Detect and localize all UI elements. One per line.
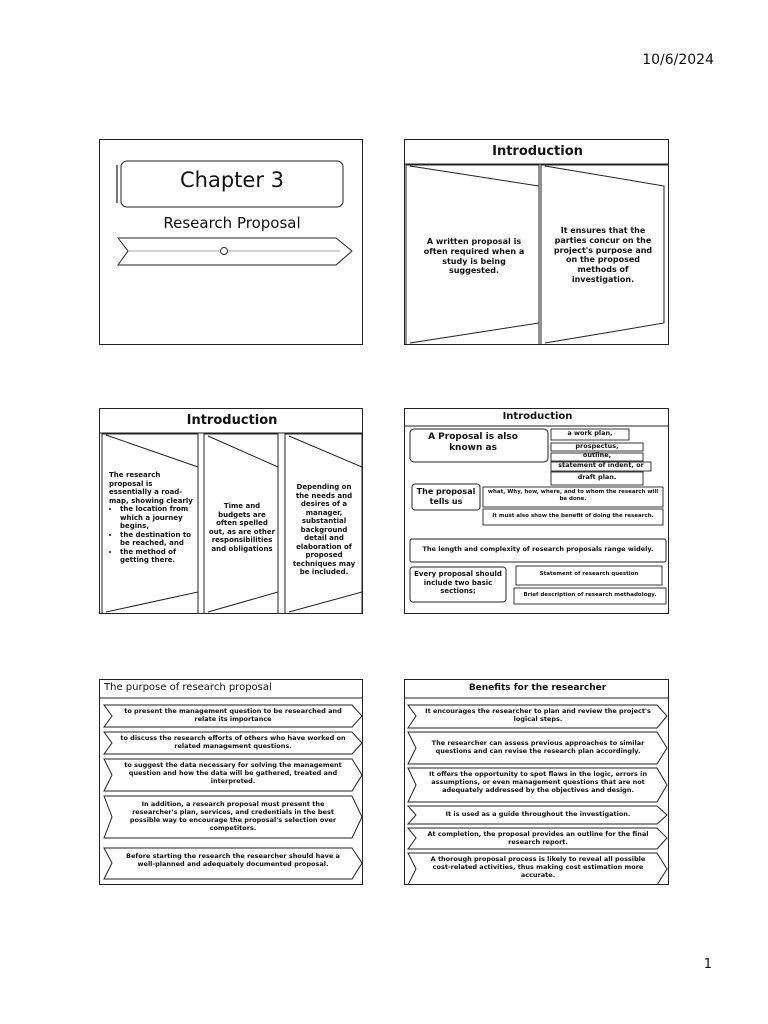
- purpose-item: to present the management question to be researched and relate its importance: [124, 707, 342, 723]
- aka-item: outline,: [582, 451, 612, 459]
- slide3-col1: [109, 471, 197, 565]
- slide-purpose: [99, 679, 363, 885]
- benefit-item: It offers the opportunity to spot flaws in the logic, errors in assumptions, or even management questions that are not adequately addressed by the objectives and design.: [428, 770, 647, 794]
- benefit-item: It encourages the researcher to plan and review the project's logical steps.: [425, 707, 651, 723]
- aka-item: draft plan.: [577, 473, 617, 481]
- aka-item: statement of indent, or: [558, 461, 644, 469]
- slide5-title: The purpose of research proposal: [104, 682, 272, 693]
- slide2-title: Introduction: [492, 144, 583, 159]
- slide3-col3: Depending on the needs and desires of a manager, substantial background detail and elaboration of proposed techniques may be included.: [292, 483, 356, 577]
- slide3-col1-bullets: [109, 505, 197, 565]
- benefit-item: At completion, the proposal provides an outline for the final research report.: [427, 830, 649, 846]
- purpose-item: to suggest the data necessary for solving the management question and how the data will be gathered, treated and interpreted.: [124, 761, 342, 785]
- slide-benefits: [404, 679, 669, 885]
- purpose-item: In addition, a research proposal must present the researcher's plan, services, and credentials in the best possible way to encourage the proposal's selection over competitors.: [129, 800, 337, 832]
- aka-item: a work plan,: [567, 429, 613, 437]
- sections-label: Every proposal should include two basic sections;: [414, 570, 502, 596]
- slide2-box1-text: A written proposal is often required when a study is being suggested.: [423, 237, 525, 276]
- slide3-bullet: • the destination to be reached, and: [120, 531, 197, 548]
- benefit-item: It is used as a guide throughout the investigation.: [445, 810, 631, 818]
- chapter-subtitle: Research Proposal: [163, 214, 301, 232]
- tells-item: It must also show the benefit of doing the research.: [492, 513, 654, 519]
- aka-label: A Proposal is also known as: [428, 432, 518, 453]
- purpose-item: to discuss the research efforts of others who have worked on related management questions.: [120, 734, 346, 750]
- page-number: 1: [703, 957, 712, 972]
- slide6-title: Benefits for the researcher: [468, 683, 607, 693]
- tells-item: what, Why, how, where, and to whom the research will be done.: [487, 489, 659, 502]
- length-note: The length and complexity of research proposals range widely.: [422, 545, 654, 553]
- slide-introduction-3: [404, 408, 669, 614]
- slide-introduction-2: [99, 408, 363, 614]
- page-date: 10/6/2024: [642, 52, 714, 68]
- benefit-item: A thorough proposal process is likely to reveal all possible cost-related activities, thus making cost estimation more accurate.: [430, 855, 646, 879]
- slide3-col1-intro: The research proposal is essentially a road-map, showing clearly: [109, 471, 193, 505]
- slide-introduction-1: [404, 139, 669, 345]
- purpose-item: Before starting the research the researcher should have a well-planned and adequately documented proposal.: [126, 852, 340, 868]
- benefit-item: The researcher can assess previous approaches to similar questions and can revise the research plan accordingly.: [431, 739, 645, 755]
- slide4-title: Introduction: [502, 411, 573, 422]
- tells-label: The proposal tells us: [416, 487, 476, 506]
- sections-item: Brief description of research methadology.: [523, 592, 657, 598]
- slide3-bullet: • the method of getting there.: [120, 548, 197, 565]
- circle-marker-icon: [221, 248, 228, 255]
- slide3-bullet: • the location from which a journey begins,: [120, 505, 197, 531]
- sections-item: Statement of research question: [539, 571, 639, 577]
- slide3-col2: Time and budgets are often spelled out, as are other responsibilities and obligations: [208, 502, 276, 553]
- chapter-title: Chapter 3: [180, 168, 284, 192]
- slide-chapter-title: [99, 139, 363, 345]
- slide3-title: Introduction: [186, 413, 278, 428]
- aka-item: prospectus,: [575, 442, 619, 450]
- slide2-box2-text: It ensures that the parties concur on the project's purpose and on the proposed methods of investigation.: [553, 226, 653, 284]
